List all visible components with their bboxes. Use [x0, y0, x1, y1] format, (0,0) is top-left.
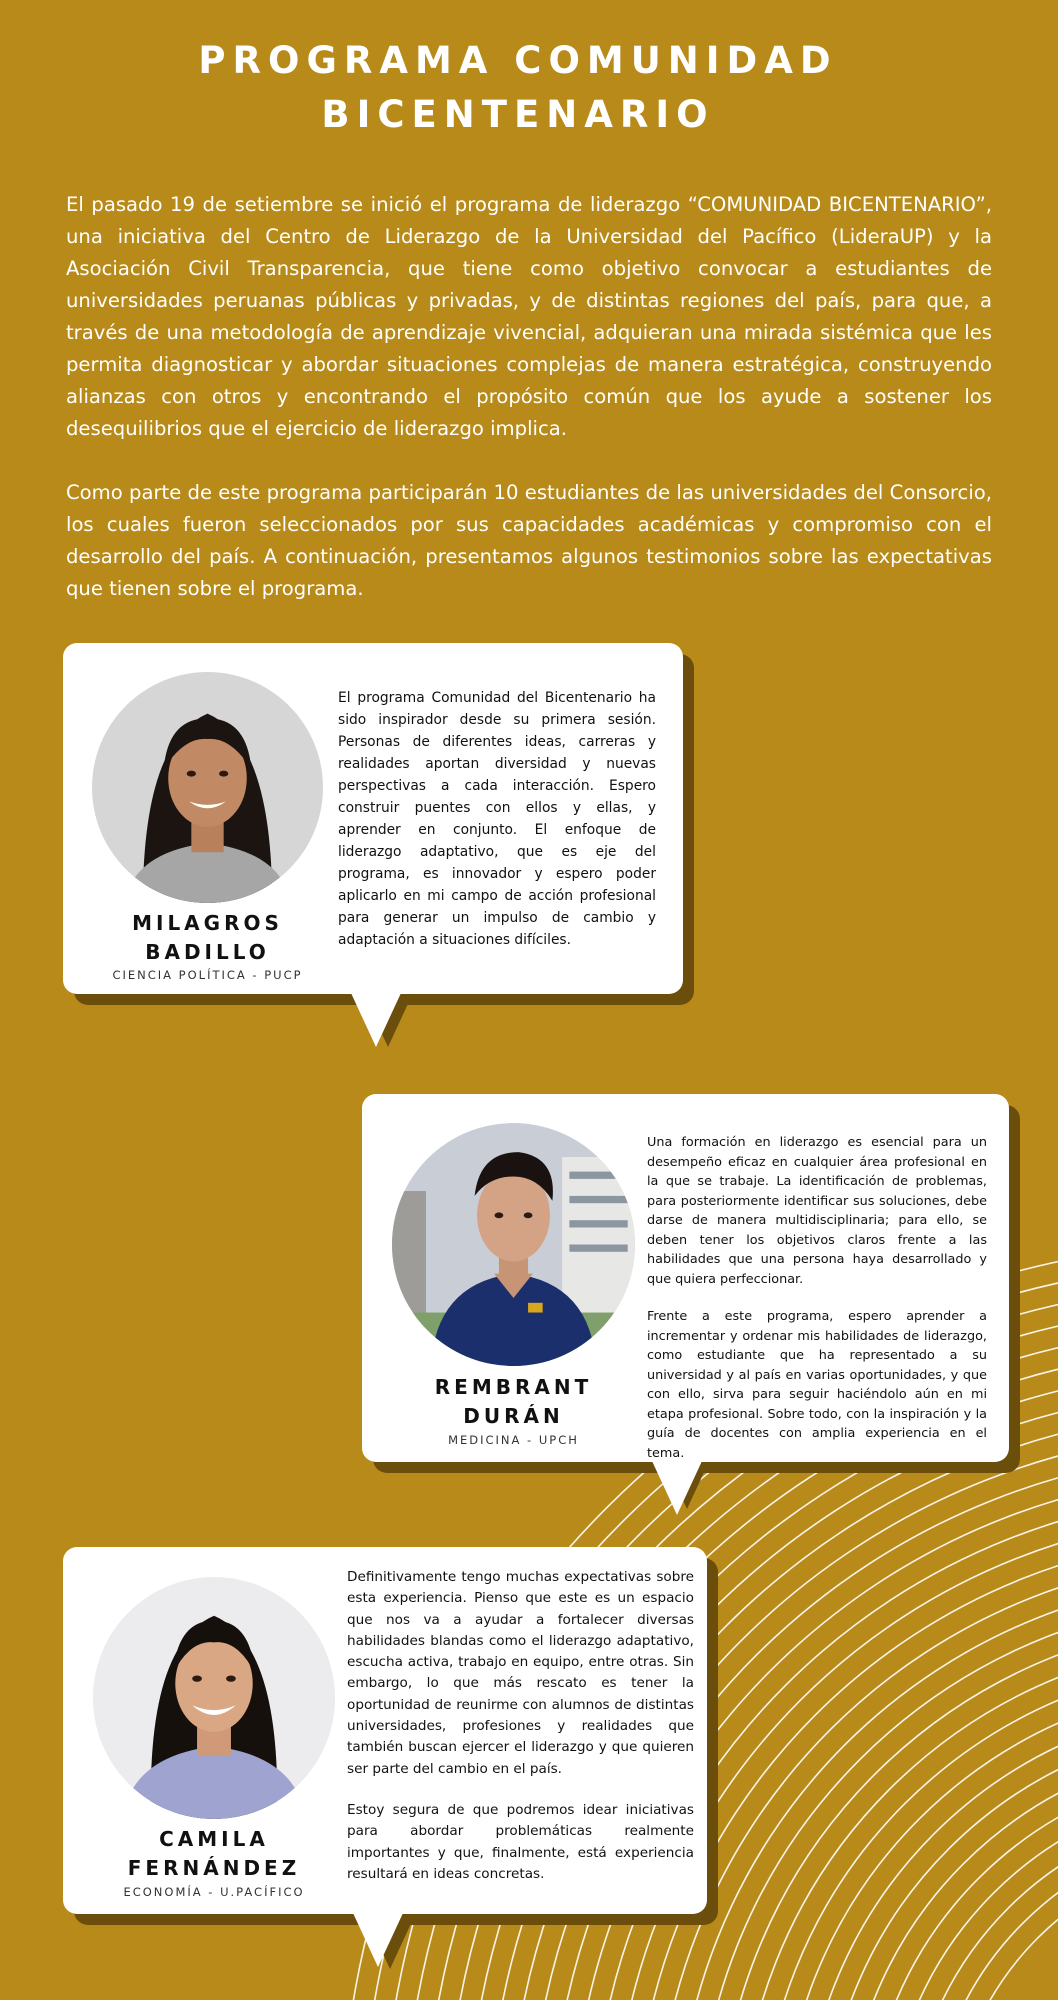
- quote-paragraph: Frente a este programa, espero aprender a incrementar y ordenar mis habilidades de liderazgo, como estudiante que ha representado a su universidad y al país en varias oportunidades, y que con ello, sirva para seguir haciéndolo aún en mi etapa profesional. Sobre todo, con la inspiración y la guía de docentes con amplia experiencia en el tema.: [647, 1309, 987, 1461]
- avatar-milagros: [92, 672, 323, 903]
- testimonial-quote: [338, 687, 656, 951]
- speech-tail: [652, 1461, 702, 1515]
- decorative-arc: [845, 1745, 1058, 2000]
- title-line-1: PROGRAMA COMUNIDAD: [198, 39, 838, 82]
- testimonial-name: [392, 1373, 635, 1431]
- speech-tail: [353, 1913, 403, 1967]
- first-name: CAMILA: [159, 1827, 269, 1851]
- last-name: DURÁN: [463, 1404, 564, 1428]
- testimonial-role: ECONOMÍA - U.PACÍFICO: [123, 1885, 305, 1899]
- testimonial-role: CIENCIA POLÍTICA - PUCP: [112, 968, 303, 982]
- avatar-rembrant: [392, 1123, 635, 1366]
- decorative-arc: [677, 1577, 1058, 2000]
- quote-paragraph: El programa Comunidad del Bicentenario ha sido inspirador desde su primera sesión. Personas de diferentes ideas, carreras y realidades aportan diversidad y nuevas perspectivas a cada interacción. Espero construir puentes con ellos y ellas, y aprender en conjunto. El enfoque de liderazgo adaptativo, que es eje del programa, es innovador y espero poder aplicarlo en mi campo de acción profesional para generar un impulso de cambio y adaptación a situaciones difíciles.: [338, 690, 656, 948]
- title-line-2: BICENTENARIO: [321, 93, 715, 136]
- testimonial-quote: [647, 1133, 987, 1463]
- quote-paragraph: Una formación en liderazgo es esencial para un desempeño eficaz en cualquier área profesional en la que se trabaje. La identificación de problemas, para posteriormente identificar sus soluciones, debe darse de manera multidisciplinaria; para ello, se deben tener los objetivos claros frente a las habilidades que una persona haya desarrollado y que quiera perfeccionar.: [647, 1135, 987, 1287]
- last-name: BADILLO: [145, 940, 270, 964]
- testimonial-quote: [347, 1567, 694, 1885]
- decorative-arc: [719, 1619, 1058, 2000]
- decorative-arc: [950, 1850, 1058, 2000]
- intro-paragraph-2: Como parte de este programa participarán 10 estudiantes de las universidades del Consorcio, los cuales fueron seleccionados por sus capacidades académicas y compromiso con el desarrollo del país. A continuación, presentamos algunos testimonios sobre las expectativas que tienen sobre el programa.: [66, 481, 992, 600]
- testimonial-card-milagros: [63, 643, 683, 994]
- intro-paragraph-1: El pasado 19 de setiembre se inició el programa de liderazgo “COMUNIDAD BICENTENARIO”, una iniciativa del Centro de Liderazgo de la Universidad del Pacífico (LideraUP) y la Asociación Civil Transparencia, que tiene como objetivo convocar a estudiantes de universidades peruanas públicas y privadas, y de distintas regiones del país, para que, a través de una metodología de aprendizaje vivencial, adquieran una mirada sistémica que les permita diagnosticar y abordar situaciones complejas de manera estratégica, construyendo alianzas con otros y encontrando el propósito común que los ayude a sostener los desequilibrios que el ejercicio de liderazgo implica.: [66, 193, 992, 440]
- testimonial-role: MEDICINA - UPCH: [448, 1433, 579, 1447]
- quote-paragraph: Estoy segura de que podremos idear iniciativas para abordar problemáticas realmente importantes y que, finalmente, está experiencia resultará en ideas concretas.: [347, 1801, 694, 1882]
- first-name: MILAGROS: [132, 911, 283, 935]
- testimonial-name: [92, 909, 323, 967]
- decorative-arc: [761, 1661, 1058, 2000]
- speech-tail: [351, 993, 401, 1047]
- last-name: FERNÁNDEZ: [127, 1856, 301, 1880]
- testimonial-card-camila: [63, 1547, 707, 1914]
- avatar-camila: [93, 1577, 335, 1819]
- testimonial-name: [93, 1825, 335, 1883]
- decorative-arc: [740, 1640, 1058, 2000]
- testimonial-card-rembrant: [362, 1094, 1009, 1462]
- decorative-arc: [698, 1598, 1058, 2000]
- page-title: [0, 34, 1036, 142]
- first-name: REMBRANT: [434, 1375, 593, 1399]
- quote-paragraph: Definitivamente tengo muchas expectativas sobre esta experiencia. Pienso que este es un espacio que nos va a ayudar a fortalecer diversas habilidades blandas como el liderazgo adaptativo, escucha activa, trabajo en equipo, entre otras. Sin embargo, lo que más rescato es tener la oportunidad de reunirme con alumnos de distintas universidades, profesiones y realidades que también buscan ejercer el liderazgo y que quieren ser parte del cambio en el país.: [347, 1569, 694, 1777]
